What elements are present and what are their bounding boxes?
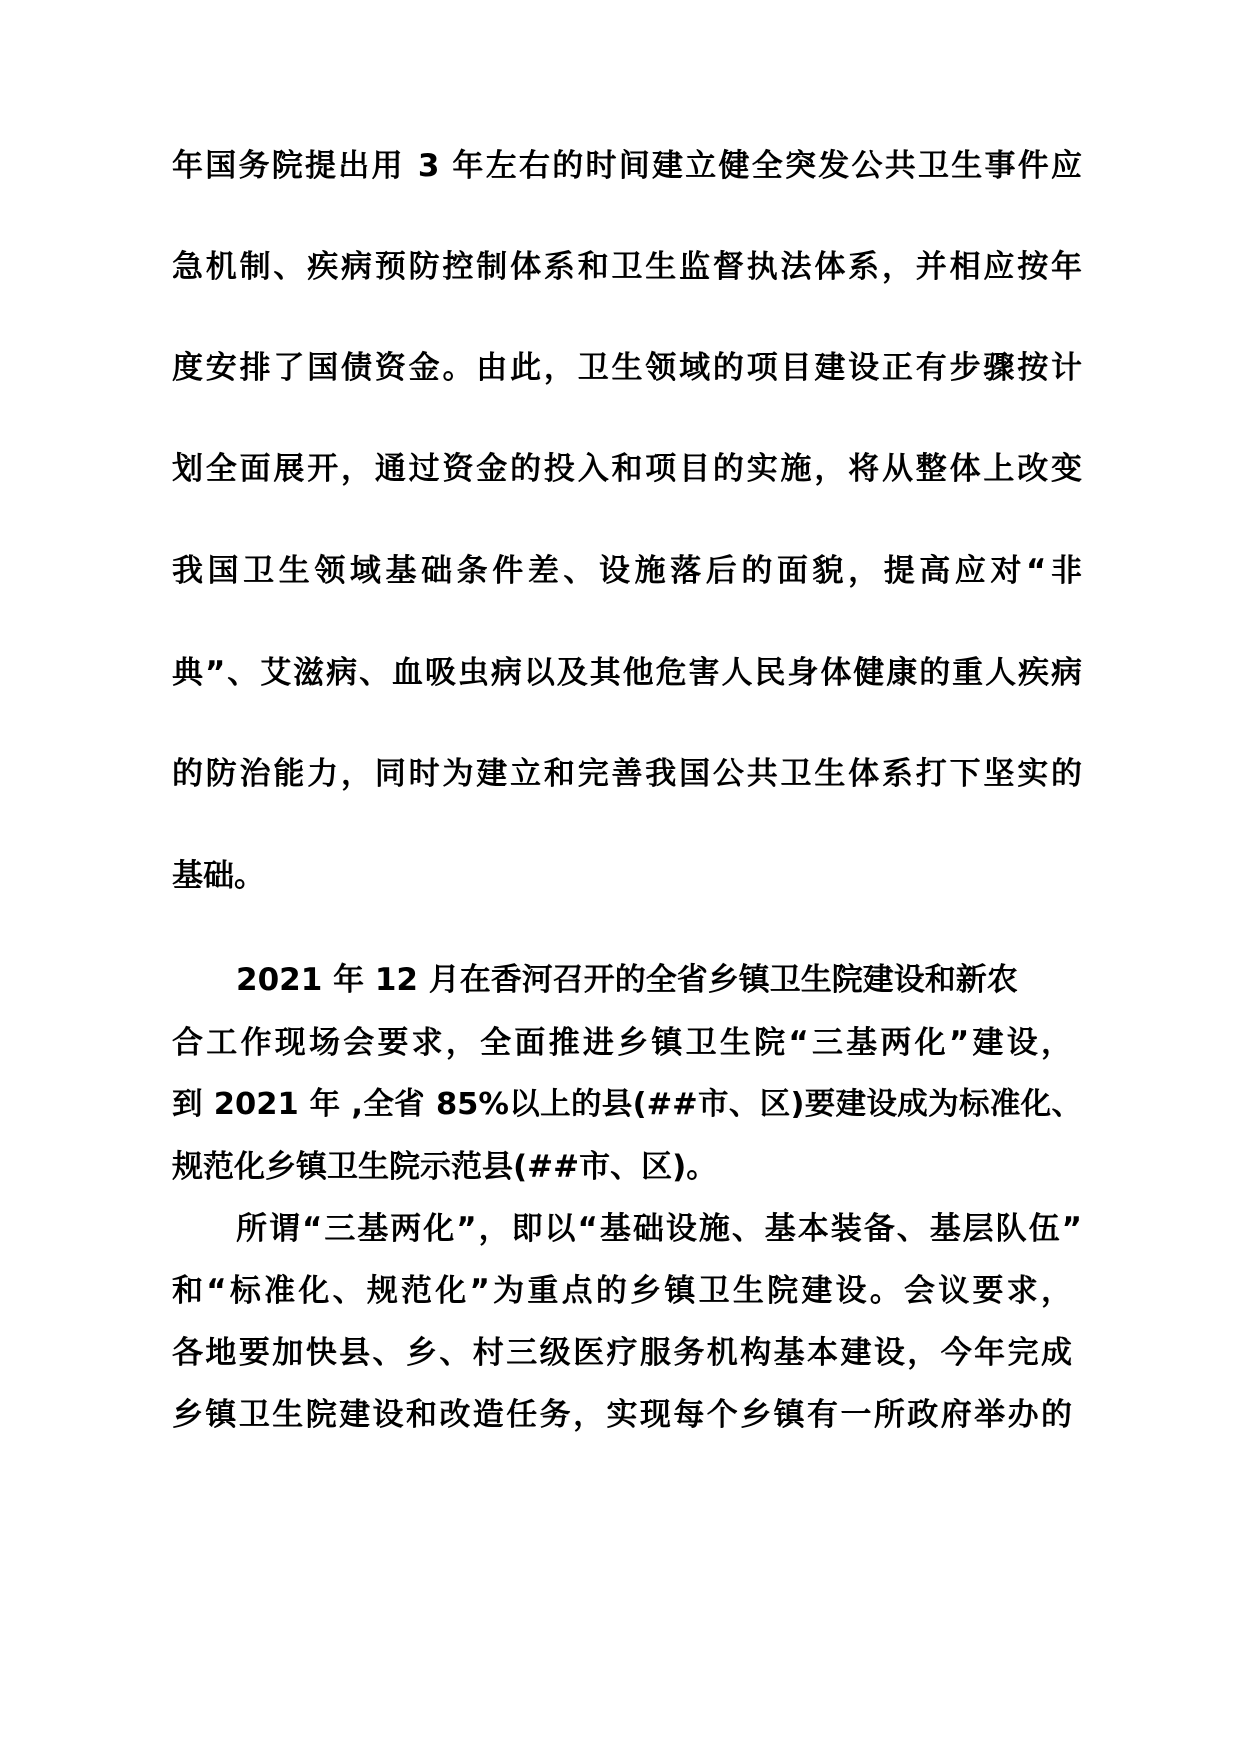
text-line: 和“标准化、规范化”为重点的乡镇卫生院建设。会议要求， xyxy=(172,1273,1072,1309)
text-line: 乡镇卫生院建设和改造任务，实现每个乡镇有一所政府举办的 xyxy=(172,1397,1072,1433)
text-line: 2021 年 12 月在香河召开的全省乡镇卫生院建设和新农 xyxy=(236,962,1018,998)
text-line: 划全面展开，通过资金的投入和项目的实施，将从整体上改变 xyxy=(172,451,1082,487)
text-line: 年国务院提出用 3 年左右的时间建立健全突发公共卫生事件应 xyxy=(172,148,1082,184)
text-line: 急机制、疾病预防控制体系和卫生监督执法体系，并相应按年 xyxy=(172,249,1082,285)
text-line: 规范化乡镇卫生院示范县(##市、区)。 xyxy=(172,1149,718,1185)
text-line: 的防治能力，同时为建立和完善我国公共卫生体系打下坚实的 xyxy=(172,756,1082,792)
text-line: 典”、艾滋病、血吸虫病以及其他危害人民身体健康的重人疾病 xyxy=(172,655,1082,691)
text-line: 所谓“三基两化”，即以“基础设施、基本装备、基层队伍” xyxy=(236,1211,1082,1247)
text-line: 到 2021 年 ,全省 85%以上的县(##市、区)要建设成为标准化、 xyxy=(172,1087,1082,1122)
text-line: 基础。 xyxy=(172,858,265,894)
text-line: 我国卫生领域基础条件差、设施落后的面貌，提高应对“非 xyxy=(172,553,1082,589)
text-line: 度安排了国债资金。由此，卫生领域的项目建设正有步骤按计 xyxy=(172,350,1082,386)
text-line: 各地要加快县、乡、村三级医疗服务机构基本建设，今年完成 xyxy=(172,1335,1072,1371)
text-line: 合工作现场会要求，全面推进乡镇卫生院“三基两化”建设， xyxy=(172,1025,1072,1061)
